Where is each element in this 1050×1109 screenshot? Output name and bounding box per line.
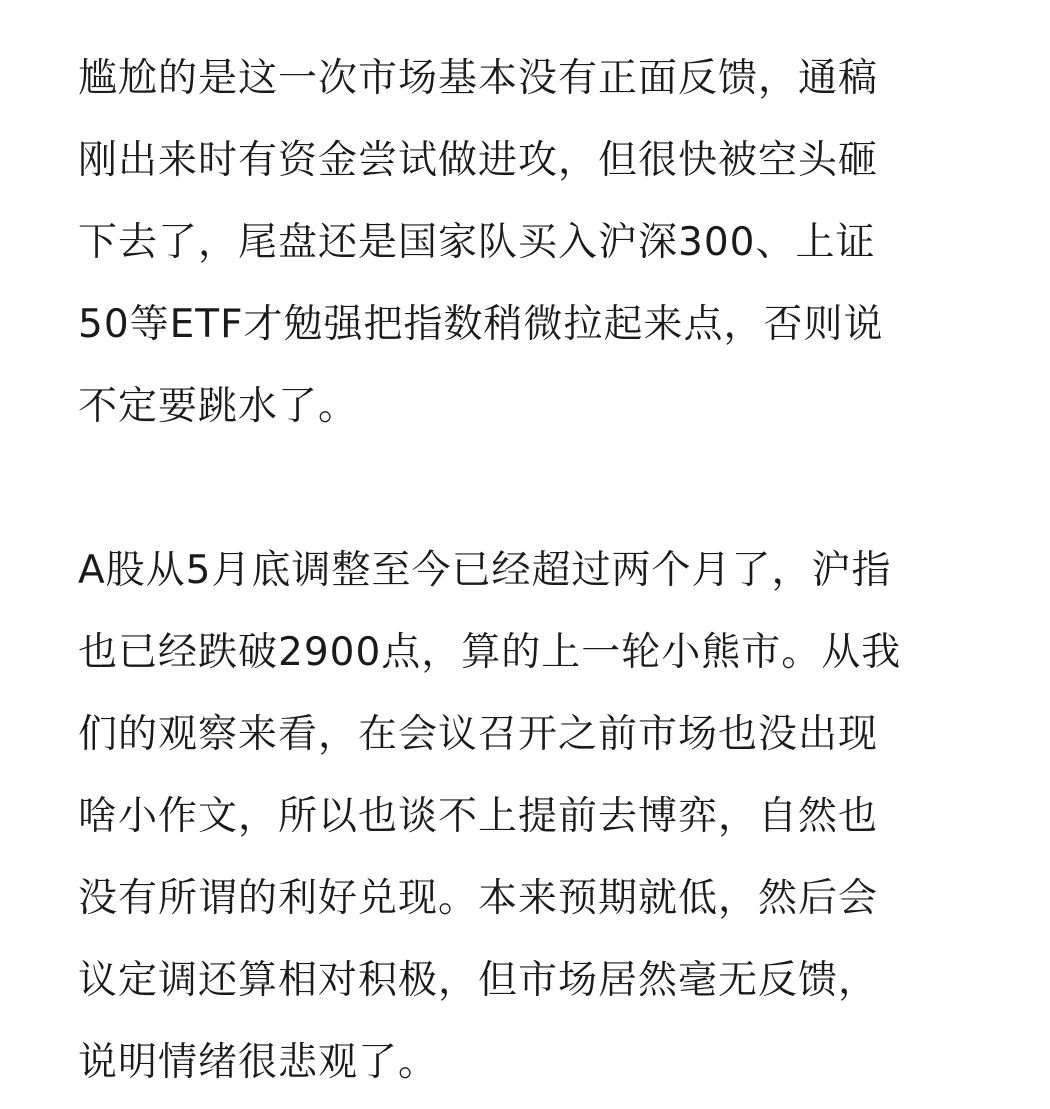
article-body: [78, 38, 1008, 1104]
paragraph-market-reaction: 尴尬的是这一次市场基本没有正面反馈，通稿 刚出来时有资金尝试做进攻，但很快被空头砸 下去了，尾盘还是国家队买入沪深300、上证 50等ETF才勉强把指数稍微拉起来点，否则说 不定要跳水了。: [78, 56, 884, 429]
paragraph-bear-market-analysis: A股从5月底调整至今已经超过两个月了，沪指 也已经跌破2900点，算的上一轮小熊市。从我 们的观察来看，在会议召开之前市场也没出现 啥小作文，所以也谈不上提前去博弈，自然也 没有所谓的利好兑现。本来预期就低，然后会 议定调还算相对积极，但市场居然毫无反馈， 说明情绪很悲观了。: [78, 548, 902, 1085]
